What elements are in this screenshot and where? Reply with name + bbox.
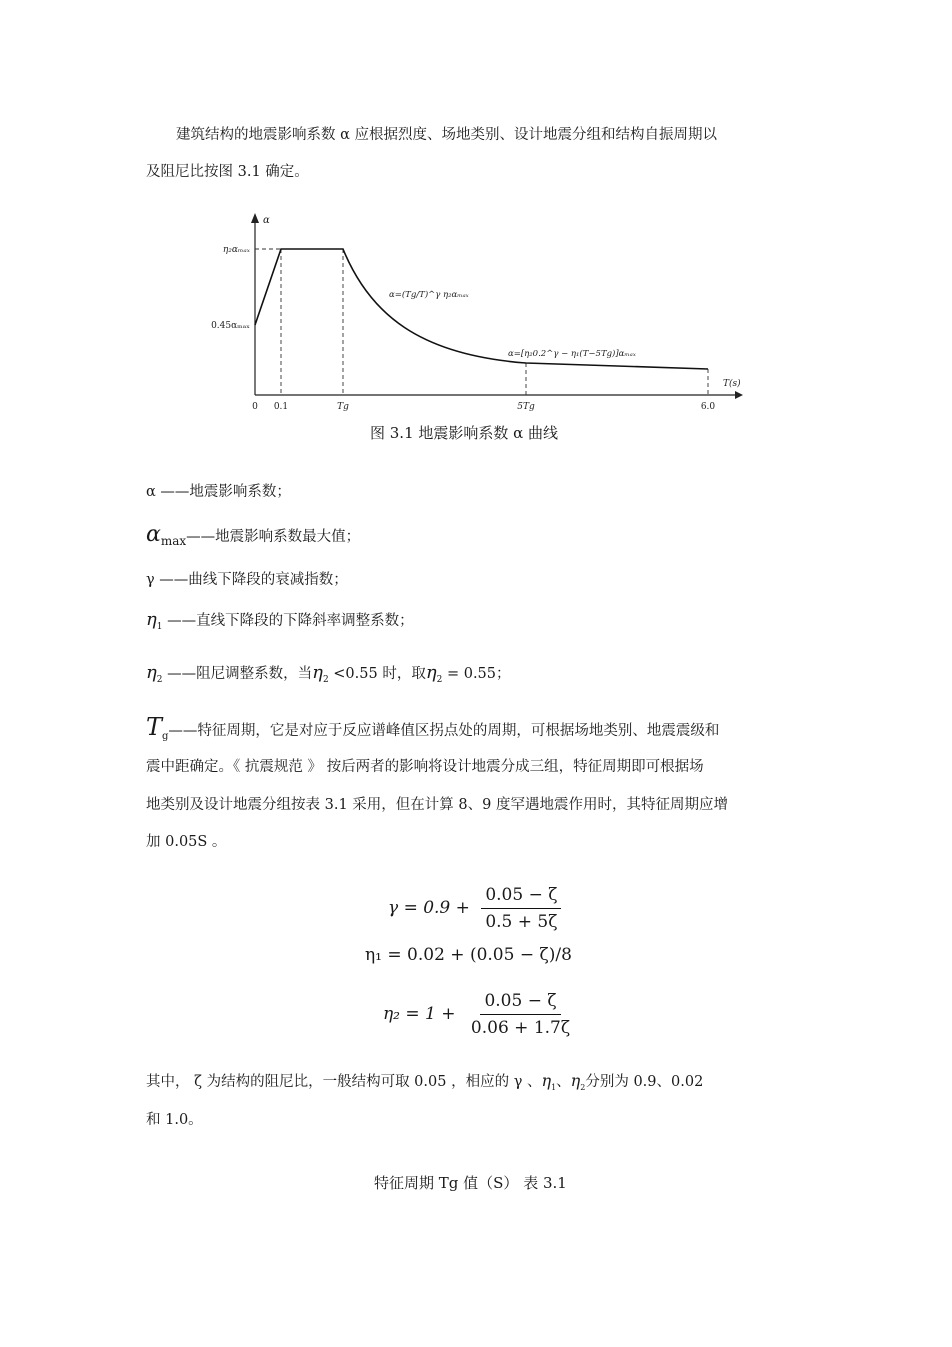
formula-eta2-denominator: 0.06 + 1.7ζ — [470, 1018, 571, 1038]
closing-text-b: 、 — [556, 1074, 571, 1090]
y-axis-label: α — [263, 215, 270, 226]
x-tick-tg: Tg — [337, 402, 349, 412]
eta1-subscript: 1 — [156, 621, 163, 632]
closing-text-c: 分别为 0.9、0.02 — [585, 1074, 704, 1090]
definition-eta1 — [146, 610, 414, 637]
closing-eta2-subscript: 2 — [580, 1082, 586, 1092]
eta2-text-a: ——阻尼调整系数，当 — [167, 666, 313, 682]
definition-tg-line-2: 震中距确定。《 抗震规范 》 按后两者的影响将设计地震分成三组，特征周期即可根据场 — [146, 759, 704, 775]
formula-gamma — [388, 884, 561, 933]
y-tick-mid: 0.45αₘₐₓ — [211, 321, 250, 331]
tg-text-line-1: ——特征周期，它是对应于反应谱峰值区拐点处的周期，可根据场地类别、地震震级和 — [168, 723, 720, 739]
formula-eta2-numerator: 0.05 − ζ — [480, 990, 560, 1015]
eta2-text-c: = 0.55； — [446, 666, 511, 682]
definition-alpha-max — [146, 522, 361, 551]
y-axis-arrow — [251, 213, 259, 223]
closing-line-2: 和 1.0。 — [146, 1112, 203, 1128]
definition-alpha: α ——地震影响系数； — [146, 484, 291, 500]
formula-eta1: η₁ = 0.02 + (0.05 − ζ)/8 — [365, 945, 572, 965]
alpha-max-symbol: α — [146, 522, 161, 547]
alpha-max-subscript: max — [160, 533, 187, 548]
eta2-symbol-inline-1: η — [312, 662, 323, 683]
tg-symbol: T — [146, 713, 163, 741]
x-tick-6s: 6.0 — [700, 402, 716, 412]
closing-line-1 — [146, 1071, 703, 1098]
x-tick-01: 0.1 — [273, 402, 289, 412]
seismic-coefficient-figure — [190, 205, 770, 420]
closing-eta1-symbol: η — [541, 1071, 552, 1090]
eta2-text-b: <0.55 时，取 — [333, 666, 426, 682]
table-title: 特征周期 Tg 值（S） 表 3.1 — [374, 1174, 567, 1192]
definition-tg-line-4: 加 0.05S 。 — [146, 834, 227, 850]
formula-gamma-lhs: γ = 0.9 + — [388, 898, 470, 918]
formula-gamma-denominator: 0.5 + 5ζ — [485, 912, 558, 932]
curve-label-2: α=[η₂0.2^γ − η₁(T−5Tg)]αₘₐₓ — [508, 349, 636, 359]
formula-gamma-numerator: 0.05 − ζ — [481, 884, 561, 909]
eta2-symbol-inline-2: η — [425, 662, 437, 683]
eta2-subscript: 2 — [156, 674, 163, 685]
formula-eta2 — [383, 990, 574, 1039]
formula-eta2-lhs: η₂ = 1 + — [383, 1004, 456, 1024]
definition-eta2 — [146, 663, 511, 690]
definition-gamma: γ ——曲线下降段的衰减指数； — [146, 572, 348, 588]
eta2-subscript-inline-2: 2 — [436, 674, 443, 685]
definition-tg-line-1 — [146, 713, 720, 747]
x-axis-label: T(s) — [723, 379, 741, 389]
figure-caption: 图 3.1 地震影响系数 α 曲线 — [370, 424, 559, 442]
tg-subscript: g — [162, 730, 169, 742]
definition-tg-line-3: 地类别及设计地震分组按表 3.1 采用，但在计算 8、9 度罕遇地震作用时，其特征周期应增 — [146, 797, 728, 813]
closing-eta1-subscript: 1 — [551, 1082, 557, 1092]
spectrum-curve — [255, 249, 708, 369]
closing-eta2-symbol: η — [570, 1071, 581, 1090]
x-tick-0: 0 — [252, 402, 258, 412]
eta2-symbol: η — [146, 662, 157, 683]
formula-eta2-fraction — [467, 990, 574, 1039]
y-tick-top: η₂αₘₐₓ — [222, 245, 250, 255]
x-tick-5tg: 5Tg — [517, 402, 535, 412]
x-axis-arrow — [735, 391, 743, 399]
closing-text-a: 其中， ζ 为结构的阻尼比，一般结构可取 0.05 ，相应的 γ 、 — [146, 1074, 542, 1090]
intro-line-1: 建筑结构的地震影响系数 α 应根据烈度、场地类别、设计地震分组和结构自振周期以 — [176, 127, 718, 143]
eta1-text: ——直线下降段的下降斜率调整系数； — [167, 613, 414, 629]
formula-gamma-fraction — [481, 884, 561, 933]
curve-label-1: α=(Tg/T)^γ η₂αₘₐₓ — [389, 290, 469, 300]
alpha-max-text: ——地震影响系数最大值； — [186, 529, 361, 545]
eta1-symbol: η — [146, 609, 157, 630]
intro-line-2: 及阻尼比按图 3.1 确定。 — [146, 164, 309, 180]
eta2-subscript-inline-1: 2 — [322, 674, 329, 685]
